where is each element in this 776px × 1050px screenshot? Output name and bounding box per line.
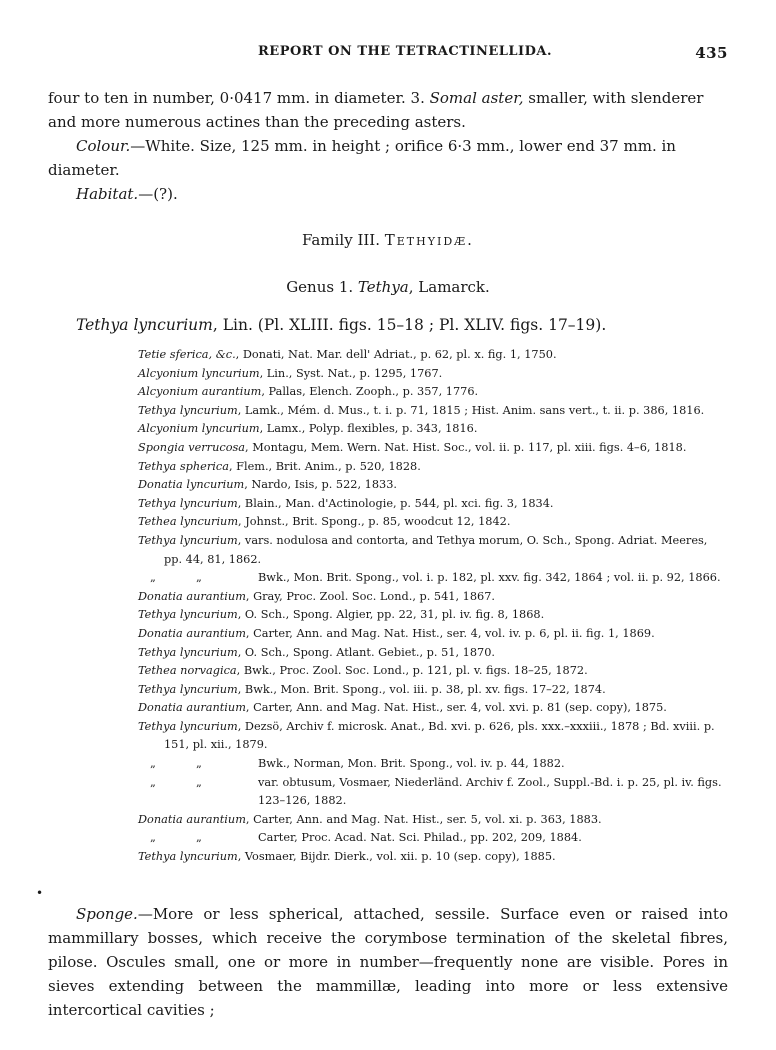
synonymy-entry	[138, 811, 728, 830]
synonymy-entry	[138, 346, 728, 365]
citation: , O. Sch., Spong. Atlant. Gebiet., p. 51, 1870.	[237, 645, 495, 659]
running-title: REPORT ON THE TETRACTINELLIDA.	[258, 44, 552, 59]
citation: , Vosmaer, Bijdr. Dierk., vol. xii. p. 10 (sep. copy), 1885.	[237, 850, 556, 864]
citation: , Bwk., Proc. Zool. Soc. Lond., p. 121, pl. v. figs. 18–25, 1872.	[236, 664, 588, 678]
citation: Bwk., Mon. Brit. Spong., vol. i. p. 182, pl. xxv. fig. 342, 1864 ; vol. ii. p. 92, 1866.	[258, 571, 721, 585]
ditto-mark: „	[150, 831, 156, 845]
ditto-mark: „	[196, 775, 202, 789]
citation: , Lamk., Mém. d. Mus., t. i. p. 71, 1815 ; Hist. Anim. sans vert., t. ii. p. 386, 1816.	[237, 403, 705, 417]
citation: Bwk., Norman, Mon. Brit. Spong., vol. iv. p. 44, 1882.	[258, 757, 565, 771]
citation: , Gray, Proc. Zool. Soc. Lond., p. 541, 1867.	[245, 589, 496, 603]
citation: , Dezsö, Archiv f. microsk. Anat., Bd. xvi. p. 626, pls. xxx.–xxxiii., 1878 ; Bd. xviii. p. 151, pl. xii., 1879.	[164, 719, 715, 752]
synonymy-entry	[138, 718, 728, 755]
colour-line-cont: diameter.	[48, 161, 120, 179]
taxon-name: Tethya lyncurium	[138, 403, 238, 417]
ditto-mark: „	[150, 571, 156, 585]
citation: var. obtusum, Vosmaer, Niederländ. Archiv f. Zool., Suppl.-Bd. i. p. 25, pl. iv. figs. 123–126, 1882.	[258, 775, 722, 808]
taxon-name: Alcyonium lyncurium	[138, 366, 260, 380]
taxon-name: Spongia verrucosa	[138, 440, 246, 454]
taxon-name: Donatia aurantium	[138, 589, 246, 603]
synonymy-entry	[138, 532, 728, 569]
citation: , Blain., Man. d'Actinologie, p. 544, pl. xci. fig. 3, 1834.	[237, 496, 554, 510]
citation: , Lamx., Polyp. flexibles, p. 343, 1816.	[259, 422, 478, 436]
synonymy-entry	[138, 755, 728, 774]
intro-paragraph	[48, 86, 728, 206]
ditto-marks	[138, 774, 258, 793]
family-heading: Family III. Tethyidæ.	[302, 231, 474, 249]
colour-line: Colour.—White. Size, 125 mm. in height ; orifice 6·3 mm., lower end 37 mm. in	[76, 137, 676, 155]
species-heading: Tethya lyncurium, Lin. (Pl. XLIII. figs. 15–18 ; Pl. XLIV. figs. 17–19).	[76, 316, 607, 334]
synonymy-entry	[138, 644, 728, 663]
taxon-name: Tethya lyncurium	[138, 645, 238, 659]
ditto-mark: „	[150, 757, 156, 771]
taxon-name: Tetie sferica, &c.	[138, 348, 236, 361]
citation: , Donati, Nat. Mar. dell' Adriat., p. 62, pl. x. fig. 1, 1750.	[235, 348, 557, 361]
synonymy-entry	[138, 495, 728, 514]
taxon-name: Donatia aurantium	[138, 626, 246, 640]
citation: , Flem., Brit. Anim., p. 520, 1828.	[228, 459, 421, 473]
synonymy-entry	[138, 383, 728, 402]
citation: , Nardo, Isis, p. 522, 1833.	[244, 478, 398, 492]
citation: , Pallas, Elench. Zooph., p. 357, 1776.	[261, 385, 479, 399]
synonymy-entry	[138, 476, 728, 495]
citation: , Carter, Ann. and Mag. Nat. Hist., ser. 4, vol. xvi. p. 81 (sep. copy), 1875.	[245, 701, 667, 715]
synonymy-entry	[138, 402, 728, 421]
synonymy-entry	[138, 420, 728, 439]
running-header	[48, 44, 728, 64]
habitat-line: Habitat.—(?).	[76, 185, 178, 203]
synonymy-entry	[138, 588, 728, 607]
citation: , Lin., Syst. Nat., p. 1295, 1767.	[259, 366, 443, 380]
synonymy-list	[138, 346, 728, 867]
taxon-name: Tethya lyncurium	[138, 608, 238, 622]
taxon-name: Tethya spherica	[138, 459, 229, 473]
citation: , Bwk., Mon. Brit. Spong., vol. iii. p. 38, pl. xv. figs. 17–22, 1874.	[237, 682, 606, 696]
synonymy-entry	[138, 662, 728, 681]
citation: , Carter, Ann. and Mag. Nat. Hist., ser. 4, vol. iv. p. 6, pl. ii. fig. 1, 1869.	[245, 626, 655, 640]
ditto-mark: „	[150, 775, 156, 789]
synonymy-entry	[138, 458, 728, 477]
ditto-marks	[138, 569, 258, 588]
ditto-marks	[138, 829, 258, 848]
taxon-name: Tethya lyncurium	[138, 719, 238, 733]
taxon-name: Tethea lyncurium	[138, 515, 239, 529]
taxon-name: Alcyonium aurantium	[138, 385, 262, 399]
taxon-name: Tethea norvagica	[138, 664, 237, 678]
synonymy-entry	[138, 699, 728, 718]
taxon-name: Tethya lyncurium	[138, 850, 238, 864]
citation: , vars. nodulosa and contorta, and Tethya morum, O. Sch., Spong. Adriat. Meeres, pp. 44, 81, 1862.	[164, 533, 708, 566]
synonymy-entry	[138, 439, 728, 458]
ditto-mark: „	[196, 571, 202, 585]
synonymy-entry	[138, 848, 728, 867]
citation: , Carter, Ann. and Mag. Nat. Hist., ser. 5, vol. xi. p. 363, 1883.	[245, 812, 602, 826]
page-number: 435	[695, 44, 728, 62]
synonymy-entry	[138, 365, 728, 384]
synonymy-entry	[138, 606, 728, 625]
synonymy-entry	[138, 681, 728, 700]
citation: , Johnst., Brit. Spong., p. 85, woodcut 12, 1842.	[238, 515, 511, 529]
citation: , O. Sch., Spong. Algier, pp. 22, 31, pl. iv. fig. 8, 1868.	[237, 608, 545, 622]
citation: , Montagu, Mem. Wern. Nat. Hist. Soc., vol. ii. p. 117, pl. xiii. figs. 4–6, 1818.	[245, 440, 687, 454]
genus-heading: Genus 1. Tethya, Lamarck.	[286, 278, 490, 296]
taxon-name: Donatia aurantium	[138, 701, 246, 715]
synonymy-entry	[138, 625, 728, 644]
taxon-name: Donatia aurantium	[138, 812, 246, 826]
intro-line-2: and more numerous actines than the preceding asters.	[48, 113, 466, 131]
synonymy-entry	[138, 829, 728, 848]
ditto-marks	[138, 755, 258, 774]
intro-line-1: four to ten in number, 0·0417 mm. in diameter. 3. Somal aster, smaller, with slenderer	[48, 89, 704, 107]
taxon-name: Donatia lyncurium	[138, 478, 245, 492]
taxon-name: Tethya lyncurium	[138, 682, 238, 696]
ditto-mark: „	[196, 757, 202, 771]
taxon-name: Alcyonium lyncurium	[138, 422, 260, 436]
synonymy-entry	[138, 569, 728, 588]
margin-dot: •	[36, 886, 44, 900]
ditto-mark: „	[196, 831, 202, 845]
taxon-name: Tethya lyncurium	[138, 533, 238, 547]
citation: Carter, Proc. Acad. Nat. Sci. Philad., pp. 202, 209, 1884.	[258, 831, 582, 845]
sponge-paragraph: Sponge.—More or less spherical, attached, sessile. Surface even or raised into mammillary bosses, which receive the corymbose termination of the skeletal fibres, pilose. Oscules small, one or more in number—frequently none are visible. Pores in sieves extending between the mammillæ, leading into more or less extensive intercortical cavities ;	[48, 905, 728, 1019]
taxon-name: Tethya lyncurium	[138, 496, 238, 510]
synonymy-entry	[138, 513, 728, 532]
synonymy-entry	[138, 774, 728, 811]
